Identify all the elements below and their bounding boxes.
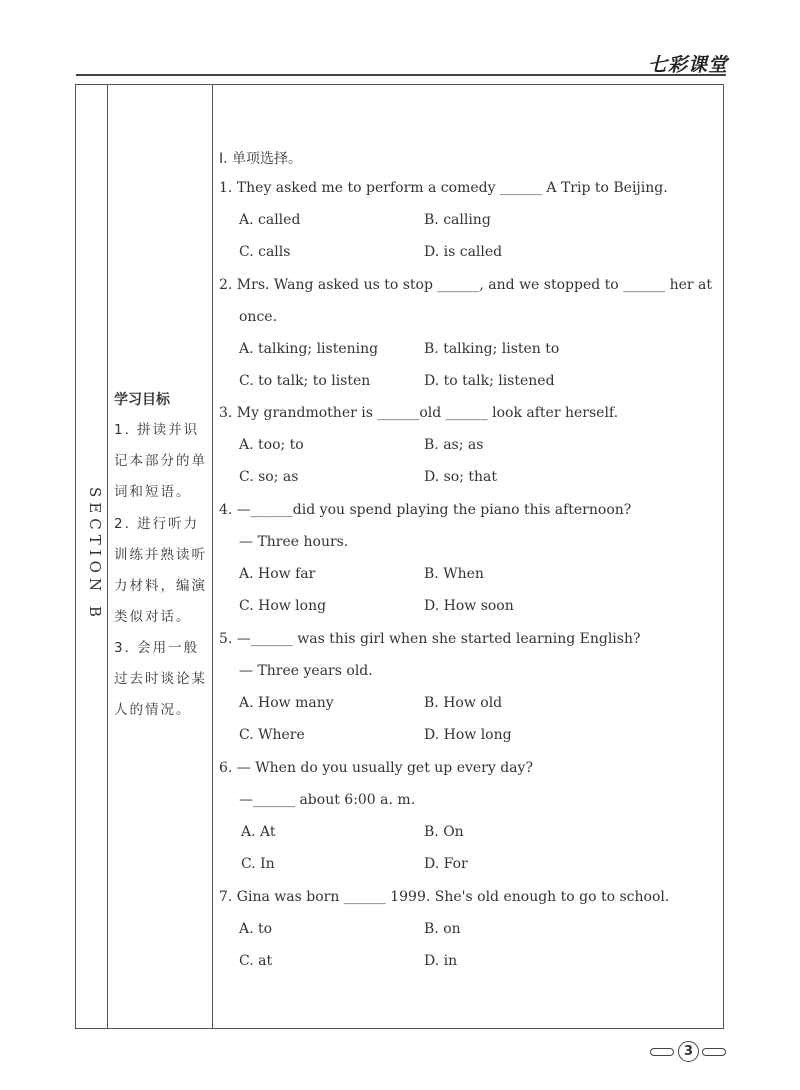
question-stem: 4. —______did you spend playing the piano this afternoon? [219, 502, 632, 518]
publisher-logo: 七彩课堂 [648, 54, 729, 76]
objective-item: 1. 拼读并识记本部分的单词和短语。 [114, 422, 207, 500]
option: A. to [239, 921, 273, 937]
option: C. at [239, 953, 273, 969]
decorative-dots-right [702, 1048, 726, 1056]
option: B. On [424, 824, 464, 840]
question-stem: 2. Mrs. Wang asked us to stop ______, and we stopped to ______ her at [219, 277, 713, 293]
option: D. is called [424, 244, 503, 260]
option: A. talking; listening [239, 341, 379, 357]
question-stem: 3. My grandmother is ______old ______ look after herself. [219, 405, 619, 421]
option: C. How long [239, 598, 327, 614]
option: A. How far [239, 566, 316, 582]
option: A. How many [239, 695, 334, 711]
question-stem-cont: —______ about 6:00 a. m. [239, 792, 416, 808]
option: D. For [424, 856, 468, 872]
option: B. talking; listen to [424, 341, 560, 357]
option: C. Where [239, 727, 305, 743]
question-stem-cont: once. [239, 309, 278, 325]
option: A. At [241, 824, 276, 840]
option: B. When [424, 566, 484, 582]
section-label: SECTION B [86, 487, 104, 622]
objectives-column [108, 85, 213, 1028]
option: C. In [241, 856, 275, 872]
option: B. How old [424, 695, 503, 711]
objective-item: 3. 会用一般过去时谈论某人的情况。 [114, 640, 207, 718]
option: A. too; to [239, 437, 304, 453]
option: A. called [239, 212, 301, 228]
question-stem-cont: — Three years old. [239, 663, 373, 679]
question-stem: 6. — When do you usually get up every day? [219, 760, 533, 776]
option: D. in [424, 953, 458, 969]
page-number: 3 [678, 1041, 699, 1062]
section-title: Ⅰ. 单项选择。 [219, 151, 303, 167]
objective-item: 2. 进行听力训练并熟读听力材料，编演类似对话。 [114, 516, 207, 625]
option: C. to talk; to listen [239, 373, 371, 389]
option: B. calling [424, 212, 491, 228]
question-stem: 5. —______ was this girl when she started learning English? [219, 631, 641, 647]
question-stem-cont: — Three hours. [239, 534, 349, 550]
question-stem: 1. They asked me to perform a comedy ______ A Trip to Beijing. [219, 180, 668, 196]
option: B. as; as [424, 437, 484, 453]
option: D. to talk; listened [424, 373, 555, 389]
option: B. on [424, 921, 461, 937]
question-stem: 7. Gina was born ______ 1999. She's old enough to go to school. [219, 889, 670, 905]
option: D. How long [424, 727, 512, 743]
page-number-badge [650, 1041, 726, 1063]
option: C. calls [239, 244, 291, 260]
option: D. so; that [424, 469, 498, 485]
header-rule [76, 74, 726, 76]
option: D. How soon [424, 598, 514, 614]
section-column [76, 85, 108, 1028]
decorative-dots-left [650, 1048, 674, 1056]
option: C. so; as [239, 469, 299, 485]
objectives-title: 学习目标 [114, 392, 170, 408]
page-frame [75, 84, 724, 1029]
